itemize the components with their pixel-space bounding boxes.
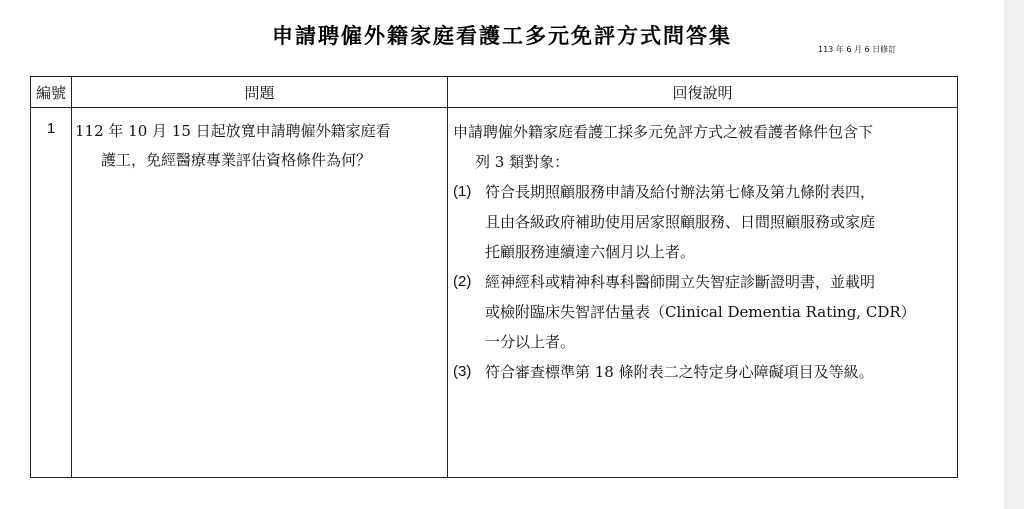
item-line: 托顧服務連續達六個月以上者。 (485, 243, 696, 261)
item-line: 或檢附臨床失智評估量表（Clinical Dementia Rating, CDR） (485, 303, 916, 321)
column-divider (71, 77, 72, 477)
item-number: (2) (453, 273, 472, 290)
header-divider (31, 107, 957, 108)
answer-cell (453, 117, 953, 387)
item-line: 符合審查標準第 18 條附表二之特定身心障礙項目及等級。 (485, 363, 874, 381)
column-divider (447, 77, 448, 477)
answer-intro: 列 3 類對象： (475, 153, 570, 171)
header-answer: 回復說明 (672, 84, 733, 102)
scrollbar-track[interactable] (1004, 0, 1024, 509)
item-line: 且由各級政府補助使用居家照顧服務、日間照顧服務或家庭 (485, 213, 876, 231)
item-number: (3) (453, 363, 472, 380)
item-line: 經神經科或精神科專科醫師開立失智症診斷證明書，並載明 (485, 273, 876, 291)
qa-table (30, 76, 958, 478)
header-number: 編號 (35, 84, 66, 102)
row-number: 1 (46, 120, 56, 137)
item-line: 符合長期照顧服務申請及給付辦法第七條及第九條附表四， (485, 183, 876, 201)
answer-item (453, 357, 953, 387)
revision-date: 113 年 6 月 6 日修訂 (818, 45, 897, 54)
answer-item (453, 177, 953, 267)
item-line: 一分以上者。 (485, 333, 576, 351)
answer-item (453, 267, 953, 357)
item-number: (1) (453, 183, 472, 200)
question-line: 112 年 10 月 15 日起放寬申請聘僱外籍家庭看 (75, 122, 391, 140)
question-line: 護工，免經醫療專業評估資格條件為何？ (101, 151, 372, 169)
header-question: 問題 (244, 84, 275, 102)
answer-intro: 申請聘僱外籍家庭看護工採多元免評方式之被看護者條件包含下 (453, 123, 874, 141)
question-cell (75, 117, 443, 175)
document-title: 申請聘僱外籍家庭看護工多元免評方式問答集 (272, 23, 732, 48)
